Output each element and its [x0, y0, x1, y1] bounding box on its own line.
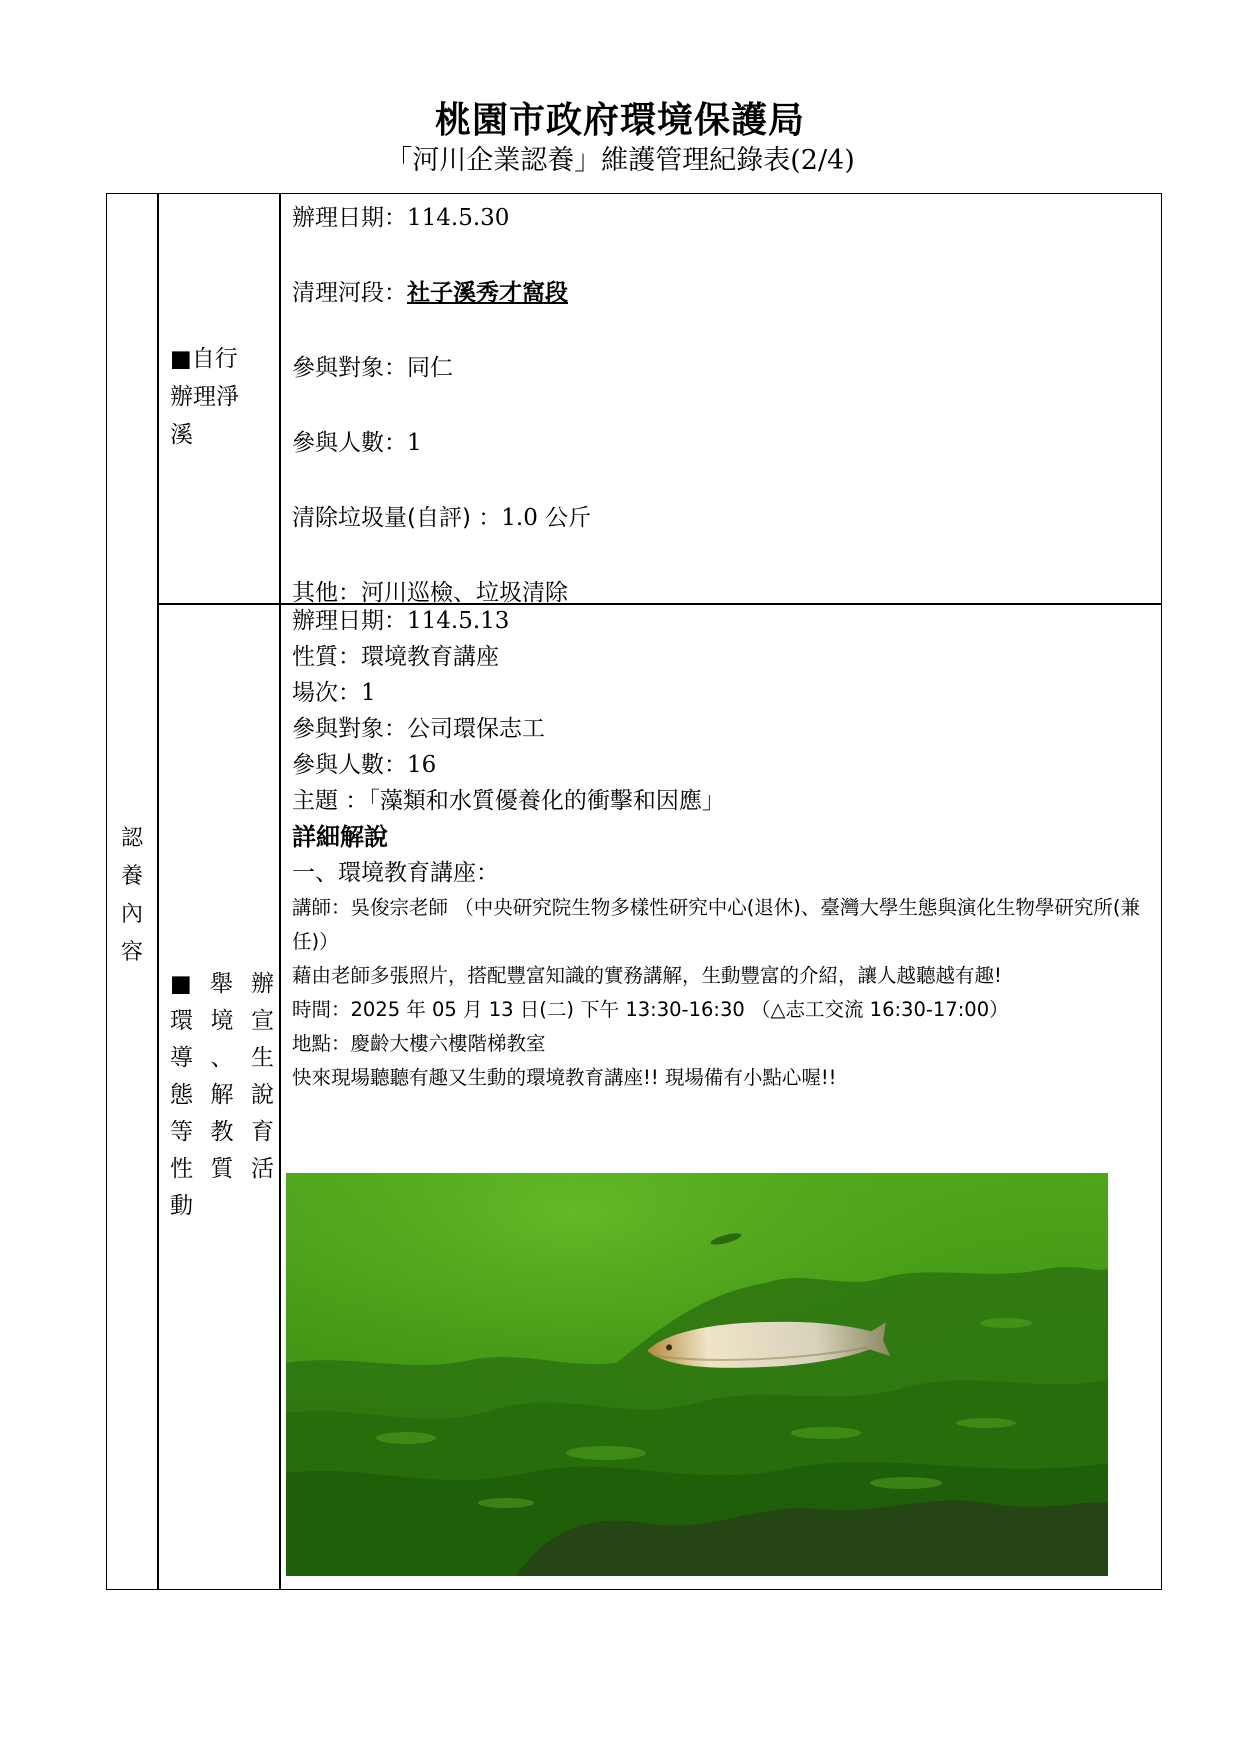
education-details: [292, 603, 1144, 1095]
cleanup-participant-count: 參與人數：1: [292, 430, 422, 456]
lecturer-info: 講師：吳俊宗老師 （中央研究院生物多樣性研究中心(退休)、臺灣大學生態與演化生物學研究所(兼任)）: [292, 896, 1141, 953]
cleanup-date: 辦理日期：114.5.30: [292, 205, 510, 231]
self-cleanup-label: ■自行 辦理淨 溪: [170, 346, 239, 448]
lecture-subheading: 一、環境教育講座：: [292, 860, 499, 886]
education-target: 參與對象：公司環保志工: [292, 716, 545, 742]
lecture-description: 藉由老師多張照片，搭配豐富知識的實務講解，生動豐富的介紹，讓人越聽越有趣!: [292, 964, 1002, 987]
education-sessions: 場次：1: [292, 680, 376, 706]
education-activity-label: ■ 舉 辦 環 境 宣 導 、 生 態 解 說 等 教 育 性 質 活 動: [170, 971, 274, 1219]
cleanup-other: 其他：河川巡檢、垃圾清除: [292, 580, 568, 606]
algae-fish-photo: [286, 1173, 1108, 1576]
table-divider-col2: [279, 193, 281, 1590]
education-topic: 主題 ：「藻類和水質優養化的衝擊和因應」: [292, 788, 725, 814]
cleanup-trash-amount: 清除垃圾量(自評) ：1.0 公斤: [292, 505, 592, 531]
education-nature: 性質：環境教育講座: [292, 644, 499, 670]
detail-heading: 詳細解說: [292, 823, 388, 851]
cleanup-river-section: 清理河段：社子溪秀才窩段: [292, 280, 568, 306]
lecture-location: 地點：慶齡大樓六樓階梯教室: [292, 1032, 546, 1055]
education-date: 辦理日期：114.5.13: [292, 608, 510, 634]
document-title: 桃園市政府環境保護局: [434, 100, 805, 141]
document-subtitle: 「河川企業認養」維護管理紀錄表(2/4): [385, 145, 855, 176]
lecture-invite: 快來現場聽聽有趣又生動的環境教育講座!! 現場備有小點心喔!!: [292, 1066, 837, 1089]
adoption-content-label: 認 養 內 容: [120, 826, 143, 965]
lecture-time: 時間：2025 年 05 月 13 日(二) 下午 13:30-16:30 （△志工交流 16:30-17:00）: [292, 998, 1009, 1021]
education-count: 參與人數：16: [292, 752, 437, 778]
cleanup-participants-target: 參與對象：同仁: [292, 355, 453, 381]
